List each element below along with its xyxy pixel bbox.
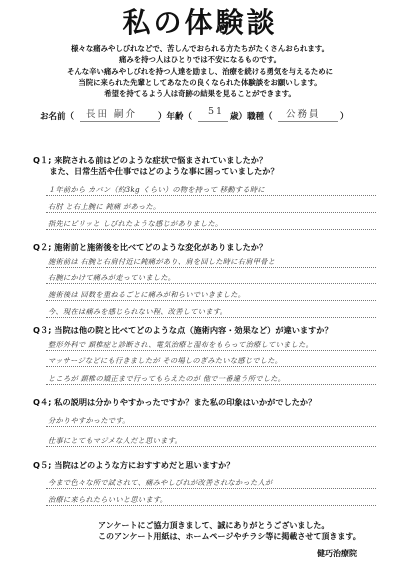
- answer-rule: [46, 300, 376, 301]
- answer-rule: [46, 283, 376, 284]
- intro-line: 様々な痛みやしびれなどで、苦しんでおられる方たちがたくさんおられます。: [71, 44, 329, 53]
- answer-rule: [46, 229, 376, 230]
- age-label: ）年齢（: [158, 112, 193, 122]
- page-title: 私の体験談: [122, 6, 278, 39]
- intro-text: [0, 43, 400, 99]
- question-text: Q２; 施術前と施術後を比べてどのような変化がありましたか？: [33, 242, 268, 252]
- job-value: 公務員: [286, 109, 321, 120]
- clinic-name: 健巧治療院: [317, 549, 357, 558]
- answer-line: １年前から カバン（約3kg くらい）の物を持って 移動する時に: [48, 185, 265, 194]
- intro-line: 希望を持てるよう人は奇跡の結果を見ることができます。: [104, 89, 296, 99]
- answer-line: 今まで色々な所で試されて、痛みやしびれが改善されなかった人が: [48, 478, 273, 487]
- name-underline: [80, 121, 160, 122]
- answer-rule: [46, 488, 376, 489]
- intro-line: 当院に来られた先輩としてあなたの良くなられた体験談をお願いします。: [78, 77, 322, 87]
- answer-rule: [46, 350, 376, 351]
- answer-line: 整形外科で 頚椎症と診断され、電気治療と湿布をもらって治療していました。: [48, 340, 314, 349]
- answer-line: 施術後は 回数を重ねるごとに痛みが和らいでいきました。: [48, 290, 246, 299]
- answer-rule: [46, 366, 376, 367]
- answer-line: ところが 頚椎の矯正まで行ってもらえたのが 他で一番違う所でした。: [48, 374, 286, 383]
- profile-row: [40, 104, 380, 124]
- name-value: 長田 嗣介: [86, 109, 138, 120]
- answer-rule: [46, 212, 376, 213]
- question-line: また、日常生活や仕事ではどのような事に困っていましたか？: [33, 166, 279, 176]
- age-underline: [198, 121, 228, 122]
- answer-rule: [46, 505, 376, 506]
- name-label: お名前（: [40, 112, 75, 122]
- footer-line: アンケートにご協力頂きまして、誠にありがとうございました。: [98, 521, 330, 530]
- question-text: Q４; 私の説明は分かりやすかったですか？また私の印象はいかがでしたか？: [33, 397, 317, 407]
- intro-line: 痛みを持つ人はひとりでは不安になるものです。: [118, 55, 281, 65]
- question-text: Q５; 当院はどのような方におすすめだと思いますか？: [33, 460, 235, 470]
- answer-line: 右腕にかけて痛みが走っていました。: [48, 273, 176, 282]
- answer-rule: [46, 195, 376, 196]
- answer-line: 右肘 と右上腕に 鈍痛 があった。: [48, 202, 161, 211]
- age-value: 51: [208, 106, 225, 117]
- answer-rule: [46, 426, 376, 427]
- question-text: Q３; 当院は他の院と比べてどのような点（施術内容・効果など）が違いますか？: [33, 325, 333, 335]
- answer-rule: [46, 317, 376, 318]
- intro-line: そんな辛い痛みやしびれを持つ人達を励まし、治療を続ける勇気を与えるために: [66, 66, 334, 76]
- footer-line: このアンケート用紙は、ホームページやチラシ等に掲載させて頂きます。: [98, 532, 361, 541]
- job-close: ）: [340, 112, 349, 122]
- answer-line: 施術前は 右腕と右肩付近に鈍痛があり、肩を回した時に右肩甲骨と: [48, 257, 276, 266]
- job-underline: [278, 121, 338, 122]
- answer-line: マッサージなどにも行きましたが その場しのぎみたいな感じでした。: [48, 356, 283, 365]
- answer-rule: [46, 446, 376, 447]
- footer-text: [98, 520, 361, 542]
- question-text: [33, 155, 279, 177]
- answer-rule: [46, 267, 376, 268]
- answer-rule: [46, 384, 376, 385]
- job-label: 歳）職種（: [230, 112, 273, 122]
- answer-line: 治療に来られたらいいと思います。: [48, 495, 168, 504]
- answer-line: 指先にピリッと しびれたような感じがありました。: [48, 219, 223, 228]
- answer-line: 仕事にとてもマジメな人だと思います。: [48, 436, 182, 445]
- question-line: Q１; 来院される前はどのような症状で悩まされていましたか？: [33, 155, 268, 165]
- answer-line: 今、現在は痛みを感じられない程、改善しています。: [48, 307, 228, 316]
- answer-line: 分かりやすかったです。: [48, 416, 130, 425]
